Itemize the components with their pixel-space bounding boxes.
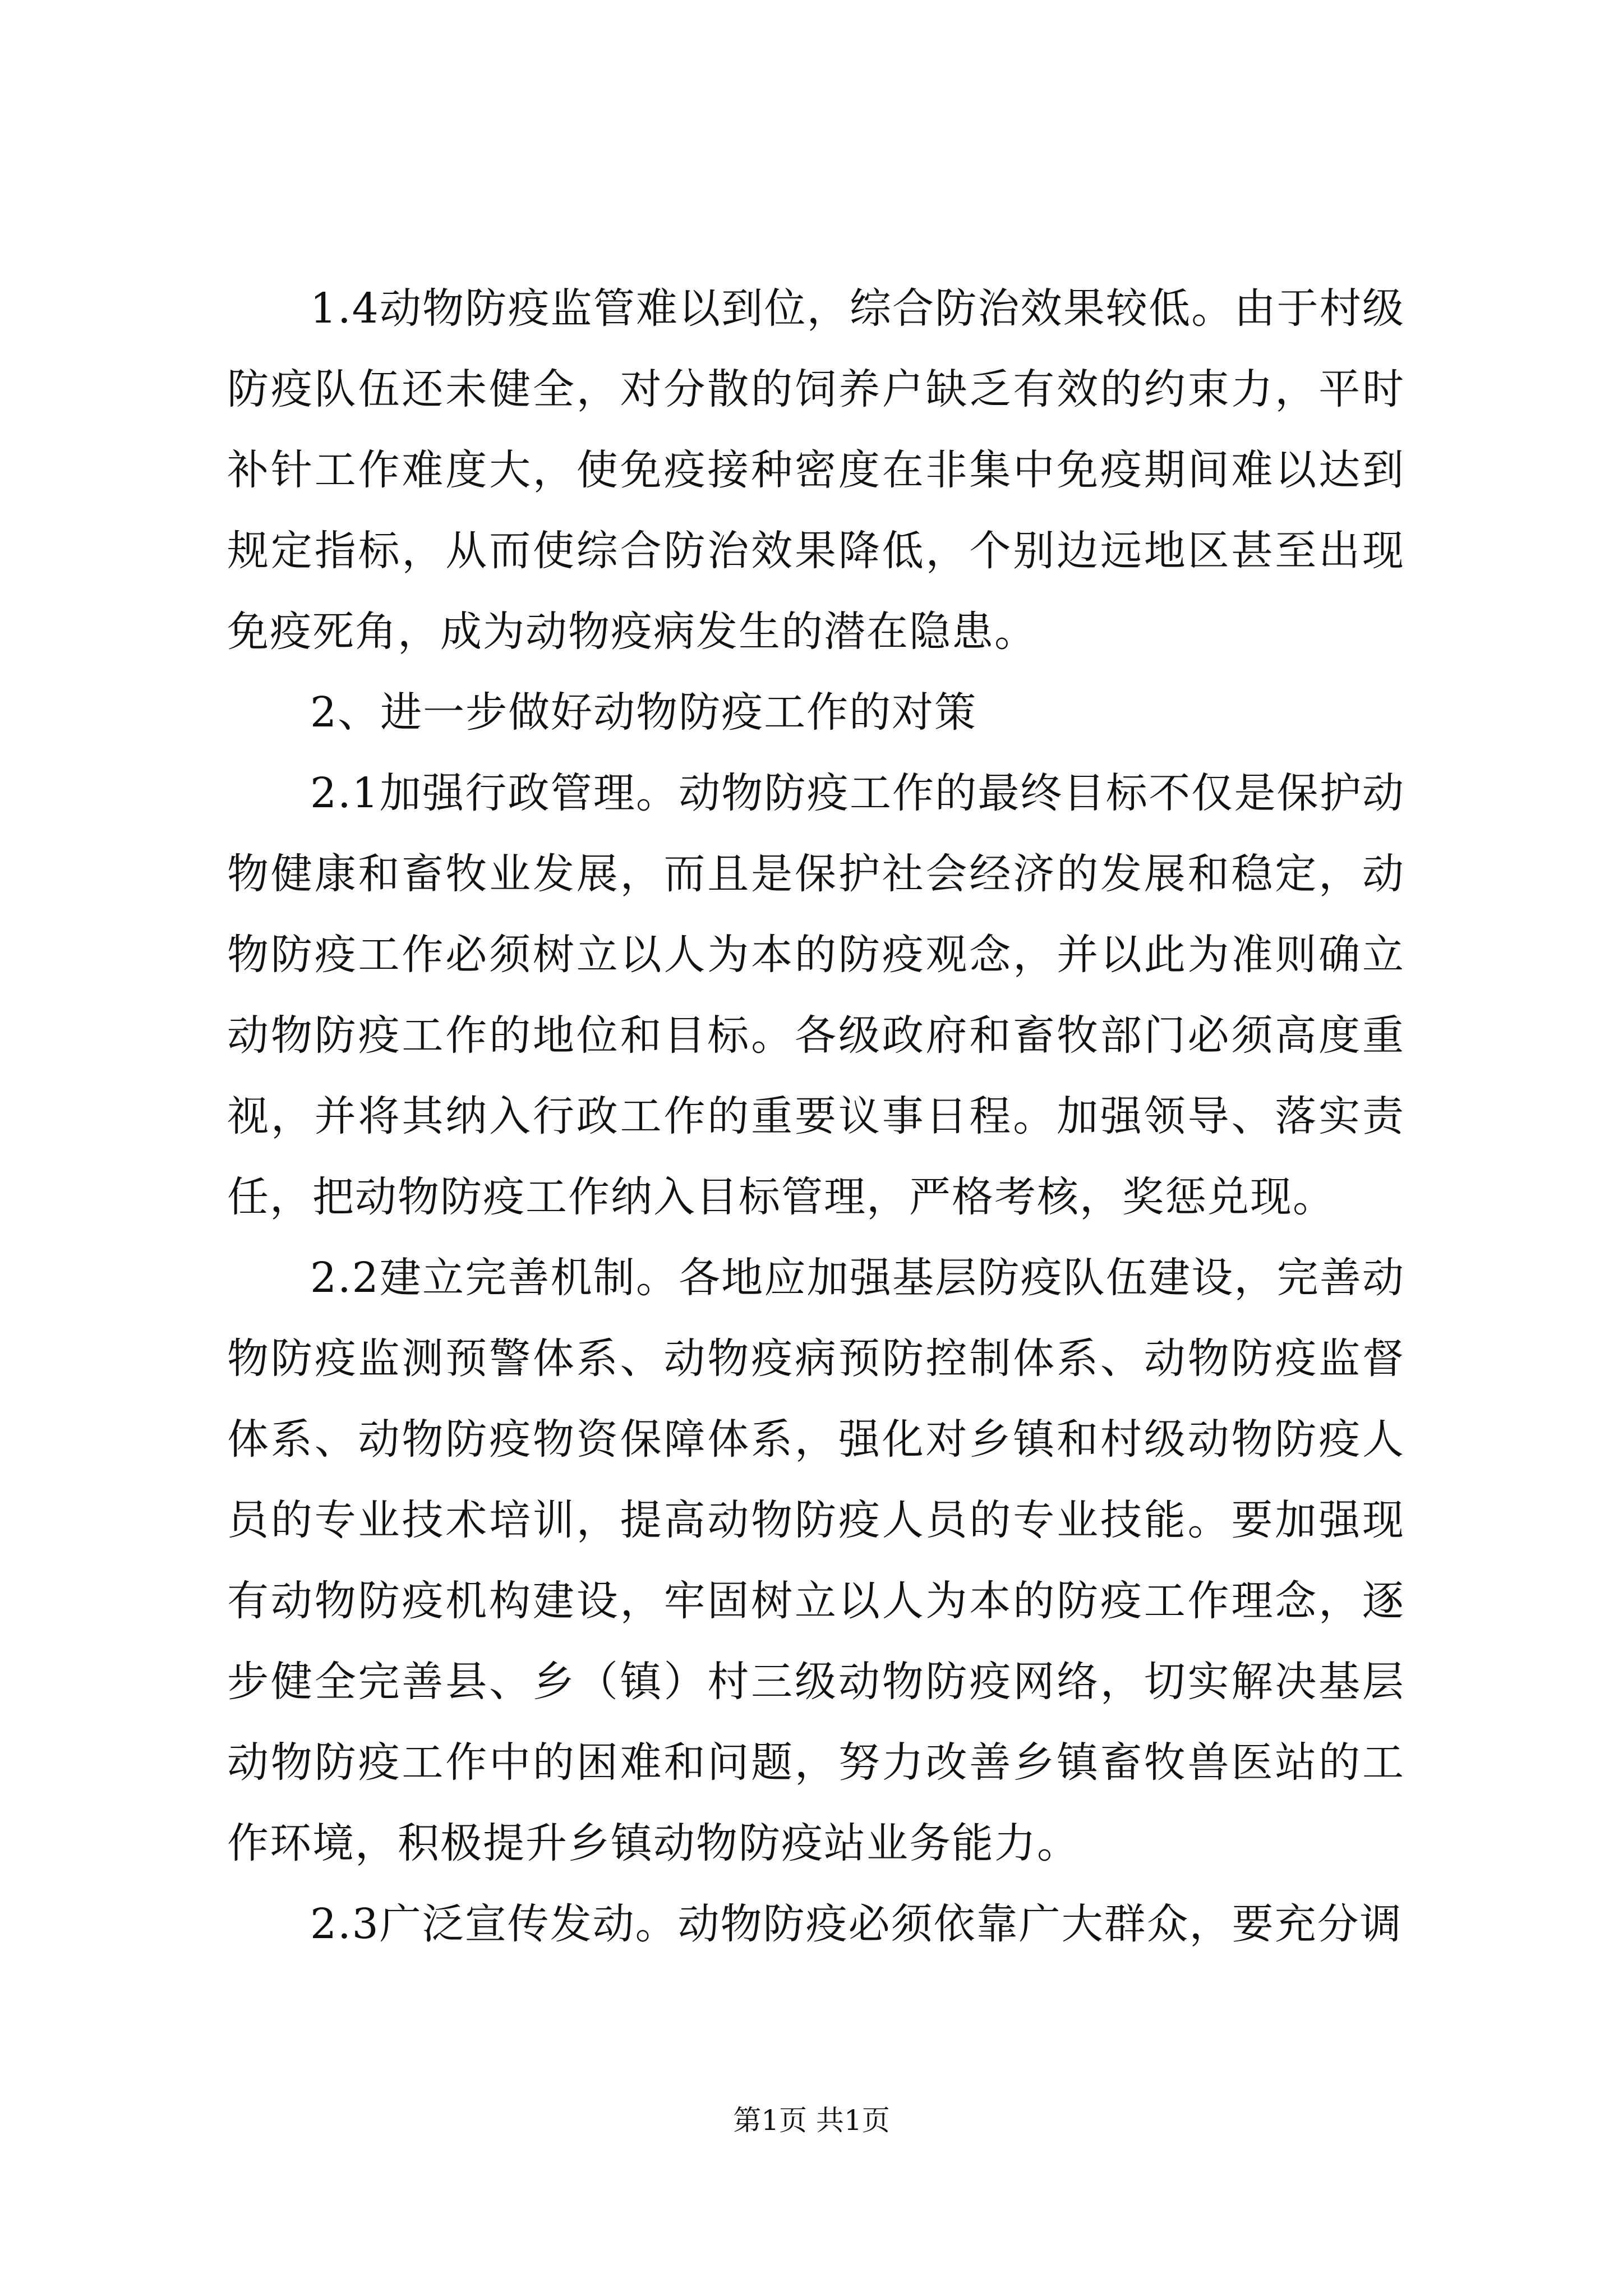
paragraph-1-4-supervision: 1.4动物防疫监管难以到位，综合防治效果较低。由于村级防疫队伍还未健全，对分散的饲养户缺乏有效的约束力，平时补针工作难度大，使免疫接种密度在非集中免疫期间难以达到规定指标，从而使综合防治效果降低，个别边远地区甚至出现免疫死角，成为动物疫病发生的潜在隐患。	[227, 284, 1405, 656]
paragraph-2-2-mechanism: 2.2建立完善机制。各地应加强基层防疫队伍建设，完善动物防疫监测预警体系、动物疫病预防控制体系、动物防疫监督体系、动物防疫物资保障体系，强化对乡镇和村级动物防疫人员的专业技术培训，提高动物防疫人员的专业技能。要加强现有动物防疫机构建设，牢固树立以人为本的防疫工作理念，逐步健全完善县、乡（镇）村三级动物防疫网络，切实解决基层动物防疫工作中的困难和问题，努力改善乡镇畜牧兽医站的工作环境，积极提升乡镇动物防疫站业务能力。	[227, 1254, 1405, 1867]
paragraph-2-1-administration: 2.1加强行政管理。动物防疫工作的最终目标不仅是保护动物健康和畜牧业发展，而且是保护社会经济的发展和稳定，动物防疫工作必须树立以人为本的防疫观念，并以此为准则确立动物防疫工作的地位和目标。各级政府和畜牧部门必须高度重视，并将其纳入行政工作的重要议事日程。加强领导、落实责任，把动物防疫工作纳入目标管理，严格考核，奖惩兑现。	[227, 769, 1405, 1221]
section-heading-2-countermeasures: 2、进一步做好动物防疫工作的对策	[310, 688, 978, 737]
document-body	[227, 268, 1405, 1964]
page-footer: 第1页 共1页	[733, 2104, 890, 2137]
paragraph-2-3-publicity: 2.3广泛宣传发动。动物防疫必须依靠广大群众，要充分调	[310, 1900, 1403, 1948]
